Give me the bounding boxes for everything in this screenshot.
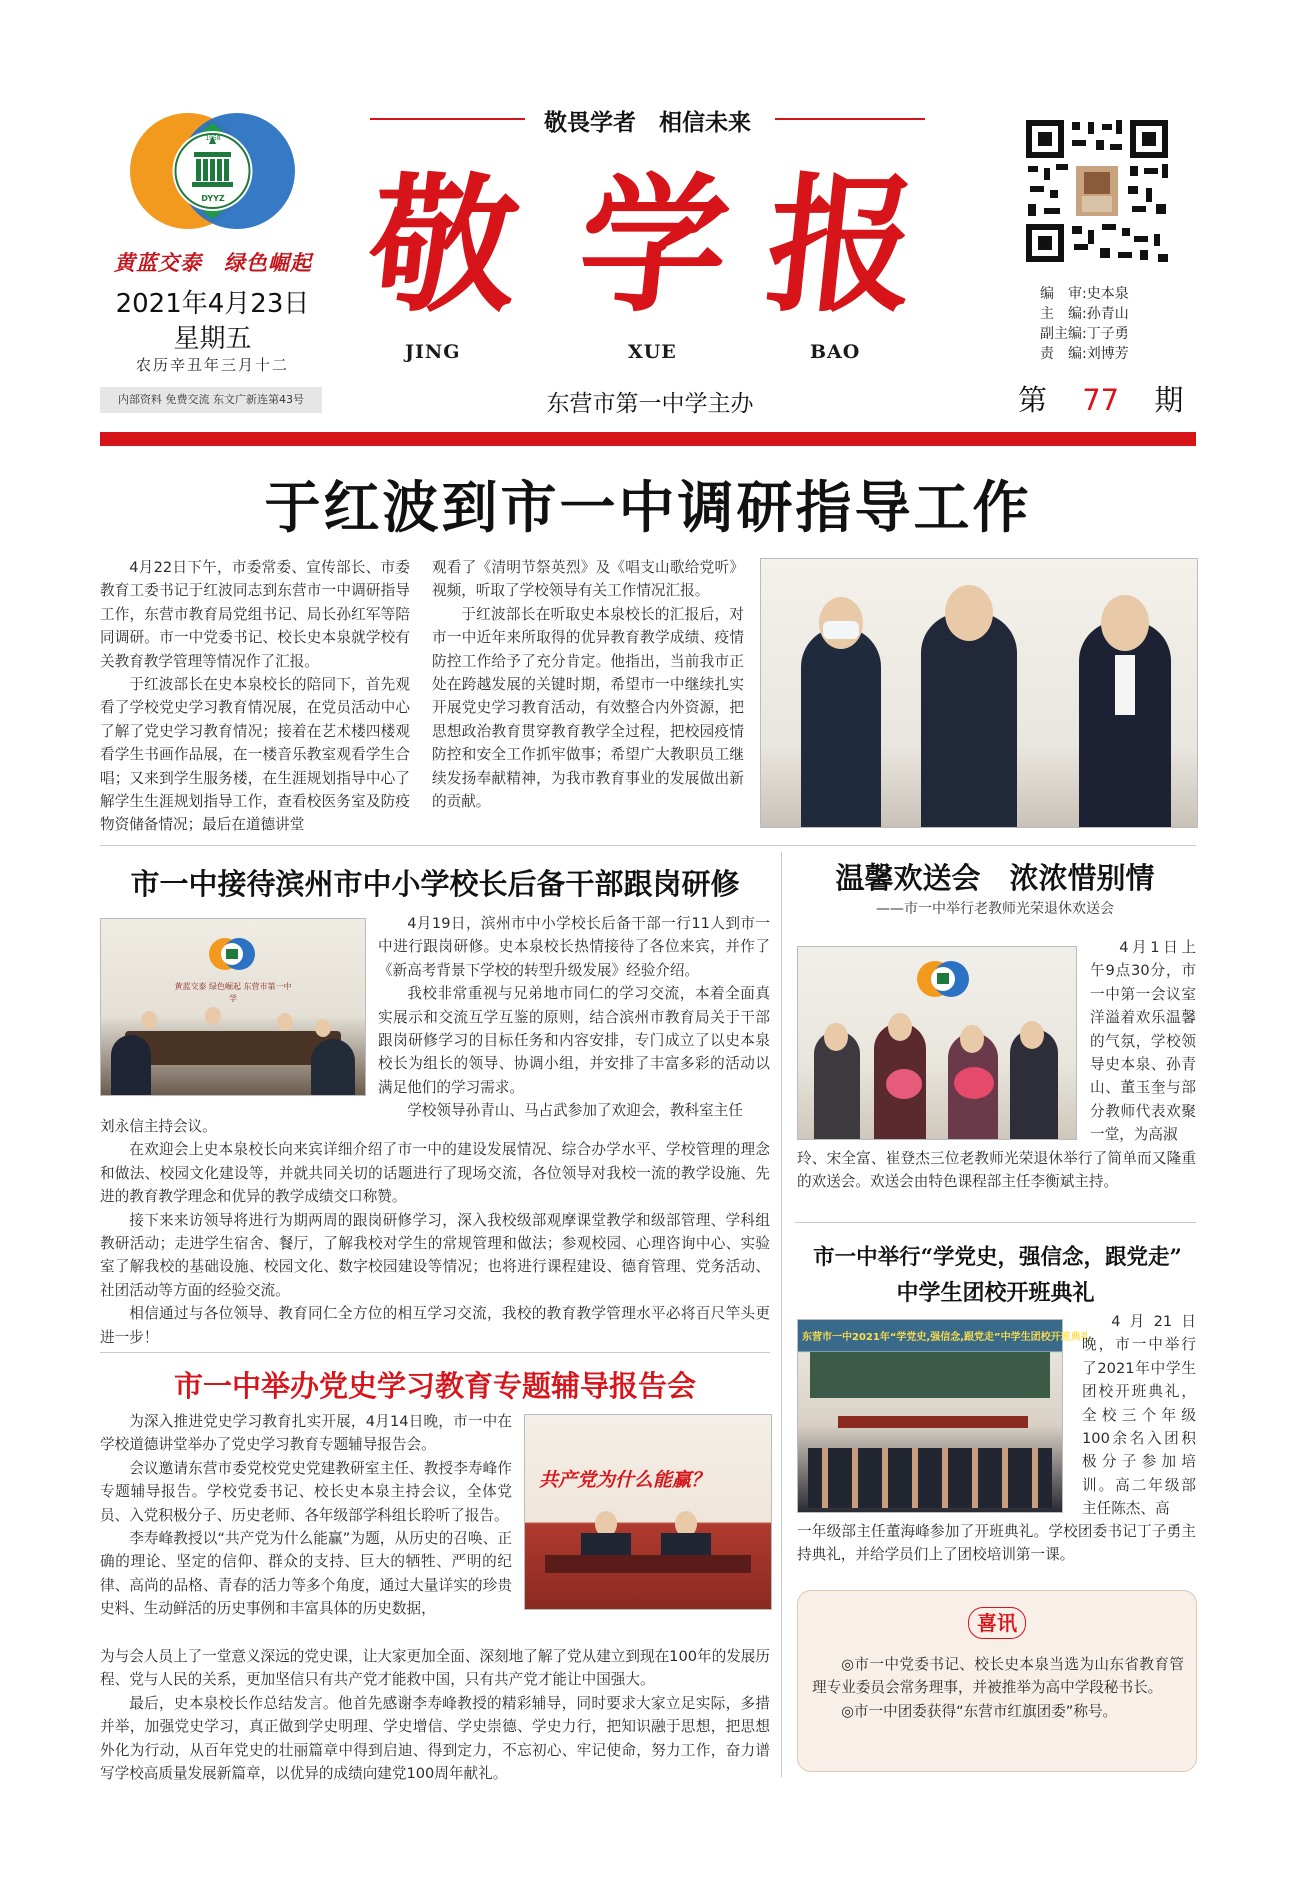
- lead-photo: [760, 558, 1198, 828]
- staff-row: 主 编:孙青山: [1040, 306, 1129, 322]
- paragraph: 4月22日下午，市委常委、宣传部长、市委教育工委书记于红波同志到东营市一中调研指导工作，东营市教育局党组书记、局长孙红军等陪同调研。市一中党委书记、校长史本泉就学校有关教育教学管理等情况作了汇报。: [100, 559, 410, 670]
- section-divider: [795, 1222, 1196, 1223]
- paragraph: 在欢迎会上史本泉校长向来宾详细介绍了市一中的建设发展情况、综合办学水平、学校管理的理念和做法、校园文化建设等，并就共同关切的话题进行了现场交流，各位领导对我校一流的教学设施、先进的教育教学理念和优异的教学成绩交口称赞。: [100, 1141, 770, 1206]
- farewell-photo: [797, 946, 1077, 1140]
- logo-abbr: DYYZ: [201, 194, 225, 203]
- paragraph: 最后，史本泉校长作总结发言。他首先感谢李寿峰教授的精彩辅导，同时要求大家立足实际，多措并举，加强党史学习，真正做到学史明理、学史增信、学史崇德、学史力行，把知识融于思想，把思想外化为行动，从百年党史的壮丽篇章中得到启迪、得到定力，不忘初心、牢记使命，努力工作，奋力谱写学校高质量发展新篇章，以优异的成绩向建党100周年献礼。: [100, 1694, 770, 1783]
- lead-headline: 于红波到市一中调研指导工作: [264, 476, 1032, 541]
- section-divider: [100, 1352, 770, 1353]
- paragraph: 我校非常重视与兄弟地市同仁的学习交流，本着全面真实展示和交流互学互鉴的原则，结合滨州市教育局关于干部跟岗研修学习的目标任务和内容安排，专门成立了以史本泉校长为组长的领导、协调小组，并安排了丰富多彩的活动以满足他们的学习需求。: [378, 985, 770, 1096]
- report-headline: 市一中举办党史学习教育专题辅导报告会: [173, 1369, 696, 1403]
- league-full-text: [797, 1520, 1196, 1567]
- school-slogan: 黄蓝交泰 绿色崛起: [114, 250, 312, 275]
- staff-list: [1040, 284, 1190, 364]
- league-headline-line-1: 市一中举行“学党史，强信念，跟党走”: [813, 1245, 1182, 1270]
- binzhou-side-text: [378, 912, 770, 1123]
- good-news-item: ◎市一中党委书记、校长史本泉当选为山东省教育管理专业委员会常务理事，并被推举为高中学段秘书长。: [812, 1656, 1184, 1697]
- lead-column-1: [100, 556, 410, 837]
- wall-sign-text: 黄蓝交泰 绿色崛起 东营市第一中学: [174, 982, 292, 1003]
- publication-notice: 内部资料 免费交流 东文广新连第43号: [100, 387, 322, 413]
- report-full-text: [100, 1645, 770, 1785]
- paragraph: 会议邀请东营市委党校党史党建教研室主任、教授李寿峰作专题辅导报告。学校党委书记、校长史本泉主持会议，全体党员、入党积极分子、历史老师、各年级部学科组长聆听了报告。: [100, 1459, 512, 1524]
- paragraph: 玲、宋全富、崔登杰三位老教师光荣退休举行了简单而又隆重的欢送会。欢送会由特色课程部主任李衡斌主持。: [797, 1150, 1196, 1191]
- paragraph: 相信通过与各位领导、教育同仁全方位的相互学习交流，我校的教育教学管理水平必将百尺竿头更进一步！: [100, 1305, 770, 1346]
- school-emblem-icon: [130, 106, 295, 236]
- qr-code-icon: [1022, 116, 1172, 266]
- staff-row: 副主编:丁子勇: [1040, 326, 1129, 342]
- paragraph: 4月21日晚，市一中举行了2021年中学生团校开班典礼，全校三个年级100余名入团积极分子参加培训。高二年级部主任陈杰、高: [1082, 1313, 1196, 1518]
- wall-emblem-icon: [916, 953, 970, 1005]
- staff-row: 责 编:刘博芳: [1040, 346, 1129, 362]
- motto: 敬畏学者 相信未来: [544, 110, 751, 136]
- paper-title-char-3: 报: [758, 158, 926, 332]
- farewell-full-text: [797, 1147, 1196, 1194]
- paper-title-char-1: 敬: [360, 158, 528, 332]
- paragraph: 为与会人员上了一堂意义深远的党史课，让大家更加全面、深刻地了解了党从建立到现在100年的发展历程、党与人民的关系，更加坚信只有共产党才能救中国，只有共产党才能让中国强大。: [100, 1648, 770, 1689]
- pinyin-xue: XUE: [628, 341, 677, 363]
- binzhou-headline: 市一中接待滨州市中小学校长后备干部跟岗研修: [130, 867, 740, 901]
- paragraph: 于红波部长在史本泉校长的陪同下，首先观看了学校党史学习教育情况展，在党员活动中心了解了党史学习教育情况；接着在艺术楼四楼观看学生书画作品展，在一楼音乐教室观看学生合唱；又来到学生服务楼，在生涯规划指导中心了解学生生涯规划指导工作，查看校医务室及防疫物资储备情况；最后在道德讲堂: [100, 676, 410, 834]
- paragraph: 观看了《清明节祭英烈》及《唱支山歌给党听》视频，听取了学校领导有关工作情况汇报。: [432, 559, 744, 600]
- issue-suffix: 期: [1154, 383, 1184, 417]
- paragraph: 4月1日上午9点30分，市一中第一会议室洋溢着欢乐温馨的气氛，学校领导史本泉、孙青山、董玉奎与部分教师代表欢聚一堂，为高淑: [1090, 939, 1196, 1144]
- good-news-box: [797, 1590, 1197, 1772]
- paragraph: 李寿峰教授以“共产党为什么能赢”为题，从历史的召唤、正确的理论、坚定的信仰、群众的支持、巨大的牺牲、严明的纪律、高尚的品格、青春的活力等多个角度，通过大量详实的珍贵史料、生动鲜活的历史事例和丰富具体的历史数据，: [100, 1530, 512, 1618]
- issue-weekday: 星期五: [173, 324, 252, 354]
- masthead-red-bar: [100, 432, 1196, 446]
- qr-code: [1022, 116, 1172, 266]
- pinyin-bao: BAO: [810, 341, 861, 363]
- section-divider: [100, 845, 1196, 846]
- farewell-headline: 温馨欢送会 浓浓惜别情: [835, 861, 1155, 895]
- league-photo: [797, 1319, 1091, 1513]
- paragraph: 学校领导孙青山、马占武参加了欢迎会，教科室主任: [407, 1102, 743, 1120]
- staff-row: 编 审:史本泉: [1040, 286, 1129, 302]
- binzhou-photo: [100, 918, 366, 1096]
- good-news-list: [812, 1653, 1184, 1723]
- league-banner: 东营市一中2021年“学党史,强信念,跟党走”中学生团校开班典礼: [802, 1332, 1091, 1343]
- paragraph: 4月19日，滨州市中小学校长后备干部一行11人到市一中进行跟岗研修。史本泉校长热情接待了各位来宾，并作了《新高考背景下学校的转型升级发展》经验介绍。: [378, 915, 770, 979]
- organizer: 东营市第一中学主办: [546, 391, 754, 417]
- motto-rule-right: [775, 118, 925, 120]
- good-news-title: 喜讯: [968, 1607, 1026, 1639]
- lunar-date: 农历辛丑年三月十二: [135, 356, 289, 374]
- issue-prefix: 第: [1018, 383, 1048, 417]
- paper-title-char-2: 学: [570, 158, 738, 332]
- issue-number-line: [1018, 378, 1198, 419]
- report-photo: [524, 1414, 772, 1610]
- pinyin-jing: JING: [405, 341, 461, 363]
- paragraph: 接下来来访领导将进行为期两周的跟岗研修学习，深入我校级部观摩课堂教学和级部管理、学科组教研活动；走进学生宿舍、餐厅，了解我校对学生的常规管理和做法；参观校园、心理咨询中心、实验室了解我校的基础设施、校园文化、数字校园建设等情况；也将进行课程建设、德育管理、党务活动、社团活动等方面的经验交流。: [100, 1211, 770, 1299]
- paragraph: 刘永信主持会议。: [100, 1118, 217, 1135]
- farewell-side-text: [1090, 936, 1196, 1147]
- motto-rule-left: [370, 118, 525, 120]
- column-divider: [781, 852, 782, 1777]
- good-news-item: ◎市一中团委获得“东营市红旗团委”称号。: [841, 1702, 1118, 1720]
- issue-number: 77: [1082, 383, 1120, 417]
- issue-date: 2021年4月23日: [115, 289, 310, 319]
- paragraph: 一年级部主任董海峰参加了开班典礼。学校团委书记丁子勇主持典礼，并给学员们上了团校培训第一课。: [797, 1523, 1196, 1564]
- report-banner: 共产党为什么能赢？: [539, 1469, 711, 1491]
- school-logo: [130, 106, 295, 236]
- lead-column-2: [432, 556, 744, 813]
- paragraph: 为深入推进党史学习教育扎实开展，4月14日晚，市一中在学校道德讲堂举办了党史学习教育专题辅导报告会。: [100, 1413, 512, 1454]
- logo-year: 1958: [205, 135, 221, 142]
- report-left-text: [100, 1410, 512, 1621]
- farewell-subtitle: ——市一中举行老教师光荣退休欢送会: [876, 901, 1114, 917]
- league-headline-line-2: 中学生团校开班典礼: [896, 1280, 1095, 1306]
- wall-emblem-icon: [209, 931, 255, 977]
- paragraph: 于红波部长在听取史本泉校长的汇报后，对市一中近年来所取得的优异教育教学成绩、疫情防控工作给予了充分肯定。他指出，当前我市正处在跨越发展的关键时期，希望市一中继续扎实开展党史学习教育活动，有效整合内外资源，把思想政治教育贯穿教育教学全过程，把校园疫情防控和安全工作抓牢做事；希望广大教职员工继续发扬奉献精神，为我市教育事业的发展做出新的贡献。: [432, 605, 744, 811]
- binzhou-full-text: [100, 1115, 770, 1349]
- league-side-text: [1082, 1310, 1196, 1521]
